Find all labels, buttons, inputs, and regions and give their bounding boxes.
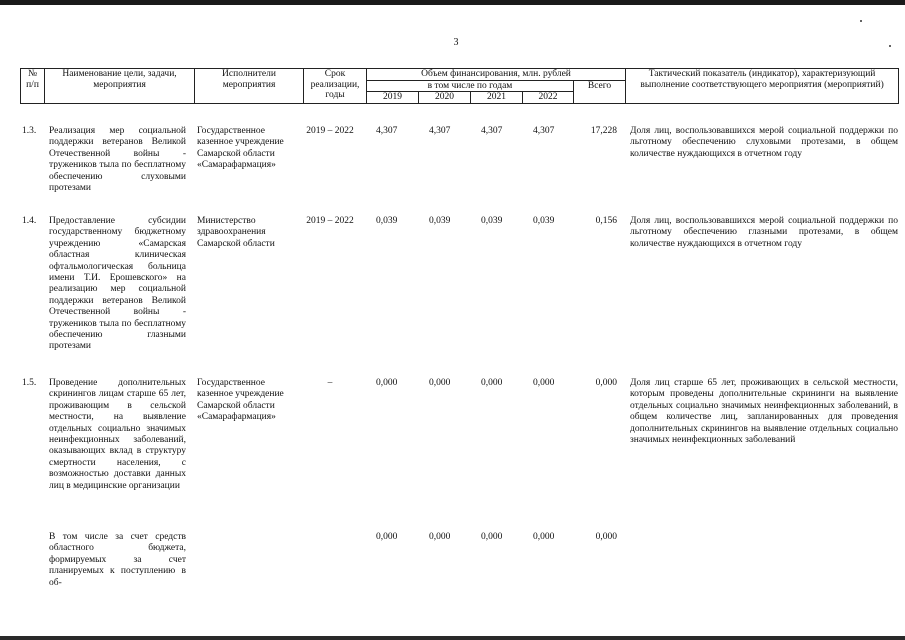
row-total: 0,000 — [595, 378, 617, 388]
row-value-2019: 0,000 — [376, 378, 398, 388]
row-value-2020: 0,000 — [429, 532, 451, 542]
row-name: Реализация мер социальной поддержки ветеранов Великой Отечественной войны - тружеников тыла по бесплатному обеспечению слуховыми протезами — [49, 126, 186, 194]
header-term: Срок реализации, годы — [304, 69, 367, 104]
row-value-2022: 0,039 — [533, 216, 555, 226]
row-value-2019: 4,307 — [376, 126, 398, 136]
row-term: – — [327, 378, 333, 388]
row-value-2022: 0,000 — [533, 532, 555, 542]
header-funding: Объем финансирования, млн. рублей — [367, 69, 626, 81]
row-value-2021: 0,039 — [481, 216, 503, 226]
header-executors: Исполнители мероприятия — [195, 69, 304, 104]
header-year: 2022 — [523, 92, 574, 104]
row-term: 2019 – 2022 — [306, 216, 354, 226]
row-indicator: Доля лиц старше 65 лет, проживающих в сельской местности, которым проведены дополнительные скрининги на выявление отдельных социально значимых неинфекционных заболеваний, в общем количестве лиц, запланированных для проведения дополнительных скринингов на выявление отдельных социально значимых неинфекционных заболеваний — [630, 378, 898, 446]
scan-edge-bottom — [0, 636, 905, 640]
table-header — [20, 68, 899, 104]
row-value-2019: 0,039 — [376, 216, 398, 226]
row-value-2022: 4,307 — [533, 126, 555, 136]
row-value-2020: 0,039 — [429, 216, 451, 226]
row-executor: Министерство здравоохранения Самарской области — [197, 216, 275, 249]
row-total: 17,228 — [590, 126, 617, 136]
row-indicator: Доля лиц, воспользовавшихся мерой социальной поддержки по льготному обеспечению слуховыми протезами, в общем количестве нуждающихся в отчетном году — [630, 126, 898, 159]
header-name: Наименование цели, задачи, мероприятия — [45, 69, 195, 104]
header-year: 2019 — [367, 92, 419, 104]
scan-edge-top — [0, 0, 905, 5]
scan-speck — [860, 20, 862, 22]
row-value-2020: 0,000 — [429, 378, 451, 388]
row-value-2020: 4,307 — [429, 126, 451, 136]
row-value-2021: 4,307 — [481, 126, 503, 136]
header-total: Всего — [574, 80, 626, 103]
row-executor: Государственное казенное учреждение Самарской области «Самарафармация» — [197, 126, 284, 171]
row-term: 2019 – 2022 — [306, 126, 354, 136]
header-num: № п/п — [21, 69, 45, 104]
header-year: 2021 — [471, 92, 523, 104]
row-number: 1.4. — [22, 216, 37, 226]
row-number: 1.5. — [22, 378, 37, 388]
scan-speck — [889, 45, 891, 47]
row-name: Проведение дополнительных скринингов лицам старше 65 лет, проживающим в сельской местности, на выявление отдельных социально значимых неинфекционных заболеваний, оказывающих вклад в структуру смертности населения, с возможностью доставки данных лиц в медицинские организации — [49, 378, 186, 491]
page-number: 3 — [453, 37, 459, 48]
row-total: 0,156 — [595, 216, 617, 226]
row-name: Предоставление субсидии государственному бюджетному учреждению «Самарская областная клиническая офтальмологическая больница имени Т.И. Ерошевского» на реализацию мер социальной поддержки ветеранов Великой Отечественной войны - тружеников тыла по бесплатному обеспечению глазными протезами — [49, 216, 186, 352]
row-name: В том числе за счет средств областного бюджета, формируемых за счет планируемых к поступлению в об- — [49, 532, 186, 588]
row-value-2019: 0,000 — [376, 532, 398, 542]
header-year: 2020 — [419, 92, 471, 104]
row-value-2021: 0,000 — [481, 378, 503, 388]
row-executor: Государственное казенное учреждение Самарской области «Самарафармация» — [197, 378, 284, 423]
row-total: 0,000 — [595, 532, 617, 542]
row-value-2022: 0,000 — [533, 378, 555, 388]
header-by-years: в том числе по годам — [367, 80, 574, 92]
header-indicator: Тактический показатель (индикатор), характеризующий выполнение соответствующего мероприятия (мероприятий) — [626, 69, 899, 104]
row-value-2021: 0,000 — [481, 532, 503, 542]
row-indicator: Доля лиц, воспользовавшихся мерой социальной поддержки по льготному обеспечению глазными протезами, в общем количестве нуждающихся в отчетном году — [630, 216, 898, 249]
row-number: 1.3. — [22, 126, 37, 136]
